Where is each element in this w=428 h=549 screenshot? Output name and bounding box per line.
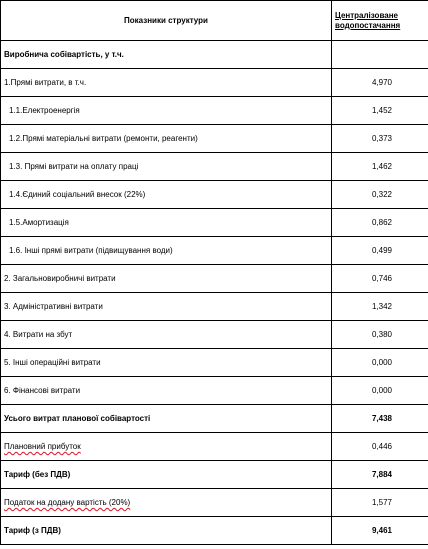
table-row	[1, 181, 428, 209]
row-value: 0,446	[332, 433, 428, 461]
row-value: 0,862	[332, 209, 428, 237]
row-value: 0,499	[332, 237, 428, 265]
row-label: 1.Прямі витрати, в т.ч.	[1, 69, 332, 97]
table-row	[1, 377, 428, 405]
tariff-no-vat-row	[1, 461, 428, 489]
row-label: 1.4.Єдиний соціальний внесок (22%)	[1, 181, 332, 209]
row-label: 1.5.Амортизація	[1, 209, 332, 237]
row-label-text: Плановний прибуток	[4, 442, 81, 451]
header-water-supply-line1: Централізоване	[335, 10, 398, 20]
row-label	[1, 489, 332, 517]
table-row	[1, 209, 428, 237]
row-label: Усього витрат планової собівартості	[1, 405, 332, 433]
row-label: Тариф (без ПДВ)	[1, 461, 332, 489]
header-water-supply-line2: водопостачання	[335, 20, 401, 30]
row-value: 9,461	[332, 517, 428, 545]
row-label: 3. Адміністративні витрати	[1, 293, 332, 321]
row-label: 1.3. Прямі витрати на оплату праці	[1, 153, 332, 181]
row-label-text: Податок на додану вартість (20%)	[4, 498, 131, 507]
table-row	[1, 97, 428, 125]
table-row	[1, 237, 428, 265]
row-label: Тариф (з ПДВ)	[1, 517, 332, 545]
tariff-with-vat-row	[1, 517, 428, 545]
row-label: 5. Інші операційні витрати	[1, 349, 332, 377]
vat-row	[1, 489, 428, 517]
table-row	[1, 349, 428, 377]
row-value: 4,970	[332, 69, 428, 97]
row-value: 0,000	[332, 377, 428, 405]
row-value: 1,452	[332, 97, 428, 125]
header-row	[1, 1, 428, 41]
row-label: 1.2.Прямі матеріальні витрати (ремонти, реагенти)	[1, 125, 332, 153]
row-value: 1,577	[332, 489, 428, 517]
row-value: 0,373	[332, 125, 428, 153]
row-value: 7,438	[332, 405, 428, 433]
total-cost-row	[1, 405, 428, 433]
row-value: 1,462	[332, 153, 428, 181]
planned-profit-row	[1, 433, 428, 461]
row-value: 1,342	[332, 293, 428, 321]
row-label: 4. Витрати на збут	[1, 321, 332, 349]
table-row	[1, 293, 428, 321]
row-value: 7,884	[332, 461, 428, 489]
section-title: Виробнича собівартість, у т.ч.	[1, 41, 332, 69]
row-label: 2. Загальновиробничі витрати	[1, 265, 332, 293]
row-label: 6. Фінансові витрати	[1, 377, 332, 405]
row-value: 0,000	[332, 349, 428, 377]
section-value	[332, 41, 428, 69]
row-label: 1.1.Електроенергія	[1, 97, 332, 125]
header-water-supply	[332, 1, 428, 41]
table-row	[1, 153, 428, 181]
row-label	[1, 433, 332, 461]
row-value: 0,322	[332, 181, 428, 209]
table-row	[1, 69, 428, 97]
table-row	[1, 125, 428, 153]
row-value: 0,380	[332, 321, 428, 349]
header-indicators: Показники структури	[1, 1, 332, 41]
table-row	[1, 321, 428, 349]
table-row	[1, 265, 428, 293]
row-value: 0,746	[332, 265, 428, 293]
section-row	[1, 41, 428, 69]
row-label: 1.6. Інші прямі витрати (підвищування води)	[1, 237, 332, 265]
